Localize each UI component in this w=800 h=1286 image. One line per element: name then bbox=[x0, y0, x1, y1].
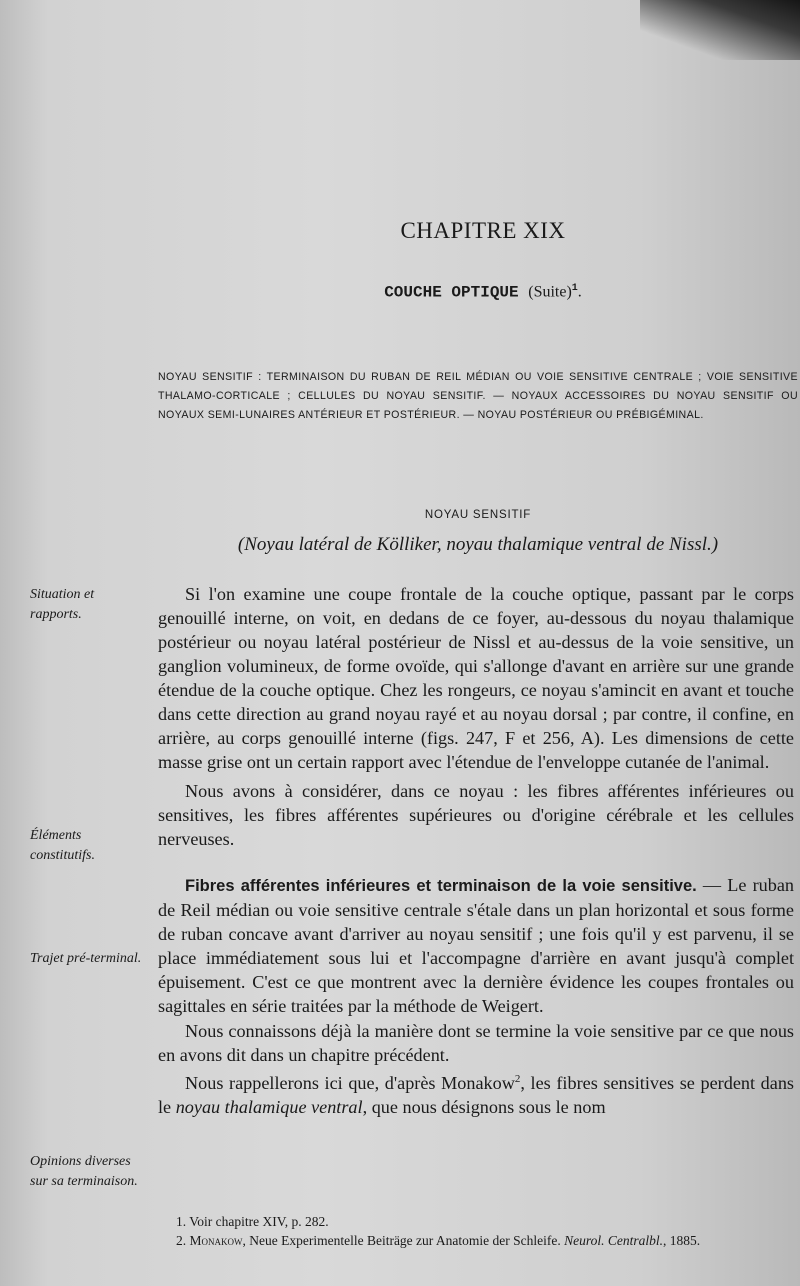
footnote-2-text: Neue Experimentelle Beiträge zur Anatomie der Schleife. bbox=[245, 1233, 565, 1248]
paragraph-monakow-b: , les fibres sensitives se perdent dans le bbox=[158, 1073, 794, 1118]
subtitle-suite: (Suite) bbox=[528, 283, 572, 301]
paragraph-fibres bbox=[158, 873, 794, 1018]
margin-note-opinions: Opinions diverses sur sa terminaison. bbox=[30, 1154, 138, 1189]
paragraph-elements: Nous avons à considérer, dans ce noyau : les fibres afférentes inférieures ou sensitives, les fibres afférentes supérieures ou d'origine cérébrale et les cellules nerveuses. bbox=[158, 781, 794, 849]
margin-note-elements: Éléments constitutifs. bbox=[30, 828, 95, 863]
paragraph-fibres-heading: Fibres afférentes inférieures et terminaison de la voie sensitive. bbox=[185, 877, 697, 895]
paragraph-monakow bbox=[158, 1067, 794, 1119]
page-curl-shadow bbox=[640, 0, 800, 60]
footnote-2 bbox=[176, 1231, 796, 1250]
chapter-summary: NOYAU SENSITIF : TERMINAISON DU RUBAN DE REIL MÉDIAN OU VOIE SENSITIVE CENTRALE ; VOIE SENSITIVE THALAMO-CORTICALE ; CELLULES DU NOYAU SENSITIF. — NOYAUX ACCESSOIRES DU NOYAU SENSITIF OU NOYAUX SEMI-LUNAIRES ANTÉRIEUR ET POSTÉRIEUR. — NOYAU POSTÉRIEUR OU PRÉBIGÉMINAL. bbox=[158, 371, 798, 421]
paragraph-monakow-italic: noyau thalamique ventral bbox=[175, 1097, 363, 1118]
paragraph-monakow-c: , que nous désignons sous le nom bbox=[362, 1097, 606, 1118]
footnote-ref-2: 2 bbox=[514, 1073, 521, 1085]
paragraph-situation: Si l'on examine une coupe frontale de la couche optique, passant par le corps genouillé interne, on voit, en dedans de ce foyer, au-dessous du noyau thalamique postérieur ou noyau latéral postérieur de Nissl et au-dessus de la voie sensitive, un ganglion volumineux, de forme ovoïde, qui s'allonge d'avant en arrière sur une grande étendue de la couche optique. Chez les rongeurs, ce noyau s'amincit en avant et touche dans cette direction au grand noyau rayé et au noyau dorsal ; par contre, il confine, en arrière, au corps genouillé interne (figs. 247, F et 256, A). Les dimensions de cette masse grise ont un certain rapport avec l'étendue de l'enveloppe cutanée de l'animal. bbox=[158, 584, 794, 772]
section-subtitle: (Noyau latéral de Kölliker, noyau thalamique ventral de Nissl.) bbox=[237, 534, 719, 555]
subtitle-suffix: . bbox=[577, 283, 582, 301]
chapter-title: CHAPITRE XIX bbox=[400, 218, 566, 243]
footnote-1: 1. Voir chapitre XIV, p. 282. bbox=[176, 1214, 329, 1229]
subtitle-footnote-ref: 1 bbox=[571, 283, 578, 294]
paragraph-connaissons: Nous connaissons déjà la manière dont se termine la voie sensitive par ce que nous en avons dit dans un chapitre précédent. bbox=[158, 1021, 794, 1065]
footnote-2-journal: Neurol. Centralbl. bbox=[564, 1233, 664, 1248]
footnotes bbox=[176, 1212, 796, 1250]
body-text bbox=[158, 582, 794, 1119]
subtitle-main: COUCHE OPTIQUE bbox=[384, 283, 519, 302]
margin-note-situation: Situation et rapports. bbox=[30, 587, 95, 622]
footnote-2-author: 2. Monakow, bbox=[176, 1233, 246, 1248]
chapter-subtitle bbox=[0, 283, 800, 301]
margin-note-trajet: Trajet pré-terminal. bbox=[30, 951, 142, 966]
paragraph-monakow-a: Nous rappellerons ici que, d'après Monakow bbox=[185, 1073, 515, 1094]
section-title: NOYAU SENSITIF bbox=[424, 509, 532, 521]
footnote-2-year: , 1885. bbox=[663, 1233, 701, 1248]
paragraph-fibres-text: — Le ruban de Reil médian ou voie sensitive centrale s'étale dans un plan horizontal et sous forme de ruban concave avant d'arriver au noyau sensitif ; une fois qu'il y est parvenu, il se place immédiatement sous lui et l'accompagne d'arrière en avant jusqu'à complet épuisement. C'est ce que montrent avec la dernière évidence les coupes frontales ou sagittales en série traitées par la méthode de Weigert. bbox=[158, 875, 795, 1016]
